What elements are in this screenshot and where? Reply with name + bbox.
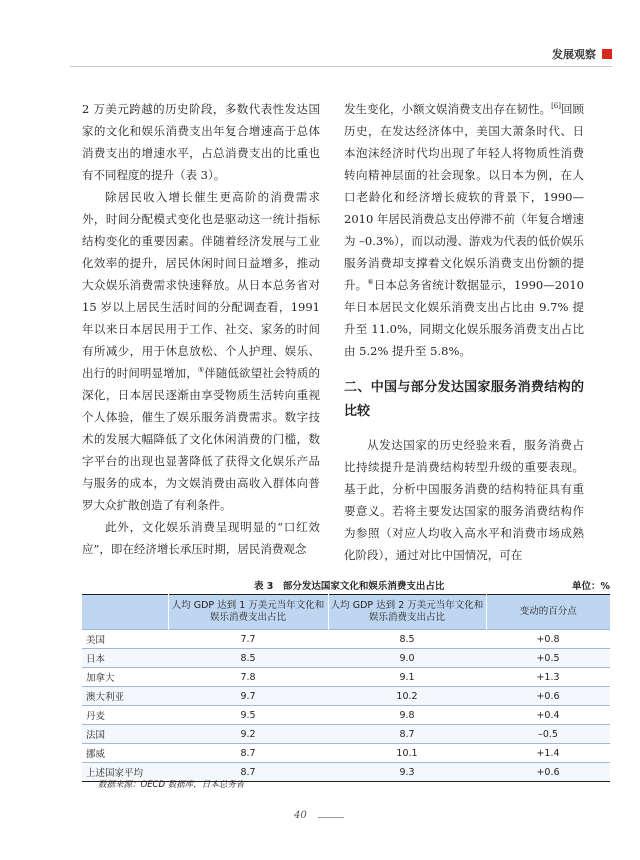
left-paragraph-2-part-b: 伴随低欲望社会特质的深化，日本居民逐渐由享受物质生活转向重视个人体验，催生了娱乐服务消费需求。数字技术的发展大幅降低了文化休闲消费的门槛，数字平台的出现也显著降低了获得文化娱乐产品与服务的成本，为文娱消费由高收入群体向普罗大众扩散创造了有利条件。: [82, 366, 321, 512]
value-cell: 7.7: [168, 630, 328, 649]
value-cell: 8.7: [168, 744, 328, 763]
citation-ref: [6]: [551, 102, 561, 111]
footnote-ref: ⑤: [197, 366, 205, 375]
change-cell: +0.6: [486, 687, 610, 706]
value-cell: 9.1: [328, 668, 486, 687]
section-heading: 二、中国与部分发达国家服务消费结构的比较: [344, 380, 584, 419]
table-unit: 单位：%: [571, 581, 610, 592]
left-paragraph-2-part-a: 除居民收入增长催生更高阶的消费需求外，时间分配模式变化也是驱动这一统计指标结构变化的重要因素。伴随着经济发展与工业化效率的提升，居民休闲时间日益增多，推动大众娱乐消费需求快速释放。从日本总务省对 15 岁以上居民生活时间的分配调查看，1991 年以来日本居民用于工作、社交、家务的时间有所减少，用于休息放松、个人护理、娱乐、出行的时间明显增加，: [82, 190, 320, 380]
right-column: [344, 98, 584, 566]
table-row: [82, 687, 610, 706]
value-cell: 9.8: [328, 706, 486, 725]
left-paragraph-3: 此外，文化娱乐消费呈现明显的“口红效应”，即在经济增长承压时期，居民消费观念: [82, 520, 320, 556]
value-cell: 10.2: [328, 687, 486, 706]
country-cell: 法国: [82, 725, 168, 744]
value-cell: 9.0: [328, 649, 486, 668]
change-cell: +1.3: [486, 668, 610, 687]
change-cell: +1.4: [486, 744, 610, 763]
page-number-divider: [318, 817, 344, 818]
table-source: 数据来源：OECD 数据库，日本总务省: [98, 780, 245, 790]
table-header-cell: [82, 595, 168, 630]
country-cell: 美国: [82, 630, 168, 649]
change-cell: +0.6: [486, 763, 610, 782]
red-square-icon: [602, 49, 612, 59]
value-cell: 8.7: [168, 763, 328, 782]
right-paragraph-1-part-a: 发生变化，小额文娱消费支出存在韧性。: [344, 102, 552, 116]
left-paragraph-1: 2 万美元跨越的历史阶段，多数代表性发达国家的文化和娱乐消费支出年复合增速高于总体消费支出的增速水平，占总消费支出的比重也有不同程度的提升（表 3）。: [82, 102, 320, 182]
table-header-row: [82, 595, 610, 630]
right-paragraph-1-part-b: 回顾历史，在发达经济体中，美国大萧条时代、日本泡沫经济时代均出现了年轻人将物质性消费转向精神层面的社会现象。以日本为例，在人口老龄化和经济增长疲软的背景下，1990—2010 年居民消费总支出停滞不前（年复合增速为 –0.3%），而以动漫、游戏为代表的低价娱乐服务消费却支撑着文化娱乐消费支出份额的提升。: [344, 102, 585, 292]
value-cell: 9.5: [168, 706, 328, 725]
table-row: [82, 668, 610, 687]
country-cell: 澳大利亚: [82, 687, 168, 706]
change-cell: +0.5: [486, 649, 610, 668]
country-cell: 挪威: [82, 744, 168, 763]
value-cell: 8.7: [328, 725, 486, 744]
table-row: [82, 706, 610, 725]
footnote-ref: ⑥: [367, 278, 374, 287]
table-row: [82, 744, 610, 763]
table-row: [82, 630, 610, 649]
table-caption: 表 3 部分发达国家文化和娱乐消费支出占比: [254, 581, 445, 592]
table-row: [82, 649, 610, 668]
page-header: [552, 46, 612, 62]
value-cell: 9.7: [168, 687, 328, 706]
value-cell: 8.5: [328, 630, 486, 649]
value-cell: 9.2: [168, 725, 328, 744]
value-cell: 8.5: [168, 649, 328, 668]
country-cell: 日本: [82, 649, 168, 668]
table-header-cell: 人均 GDP 达到 1 万美元当年文化和娱乐消费支出占比: [168, 595, 328, 630]
value-cell: 9.3: [328, 763, 486, 782]
country-cell: 上述国家平均: [82, 763, 168, 782]
table-row: [82, 725, 610, 744]
table-header-cell: 人均 GDP 达到 2 万美元当年文化和娱乐消费支出占比: [328, 595, 486, 630]
table-header-cell: 变动的百分点: [486, 595, 610, 630]
country-cell: 加拿大: [82, 668, 168, 687]
country-cell: 丹麦: [82, 706, 168, 725]
left-column: [82, 98, 320, 560]
change-cell: +0.4: [486, 706, 610, 725]
change-cell: +0.8: [486, 630, 610, 649]
table-caption-row: [82, 576, 610, 594]
right-paragraph-1: [344, 98, 584, 362]
right-paragraph-2: 从发达国家的历史经验来看，服务消费占比持续提升是消费结构转型升级的重要表现。基于此，分析中国服务消费的结构特征具有重要意义。若将主要发达国家的服务消费结构作为参照（对应人均收入高水平和消费市场成熟化阶段），通过对比中国情况，可在: [344, 438, 584, 562]
change-cell: –0.5: [486, 725, 610, 744]
right-paragraph-1-part-c: 日本总务省统计数据显示，1990—2010 年日本居民文化娱乐消费支出占比由 9.7% 提升至 11.0%，同期文化娱乐服务消费支出占比由 5.2% 提升至 5.8%。: [344, 278, 584, 358]
value-cell: 10.1: [328, 744, 486, 763]
data-table: [82, 594, 610, 782]
page-number: 40: [294, 810, 307, 821]
value-cell: 7.8: [168, 668, 328, 687]
left-paragraph-2: [82, 186, 320, 516]
header-divider: [70, 66, 612, 67]
section-label: 发展观察: [552, 48, 596, 61]
